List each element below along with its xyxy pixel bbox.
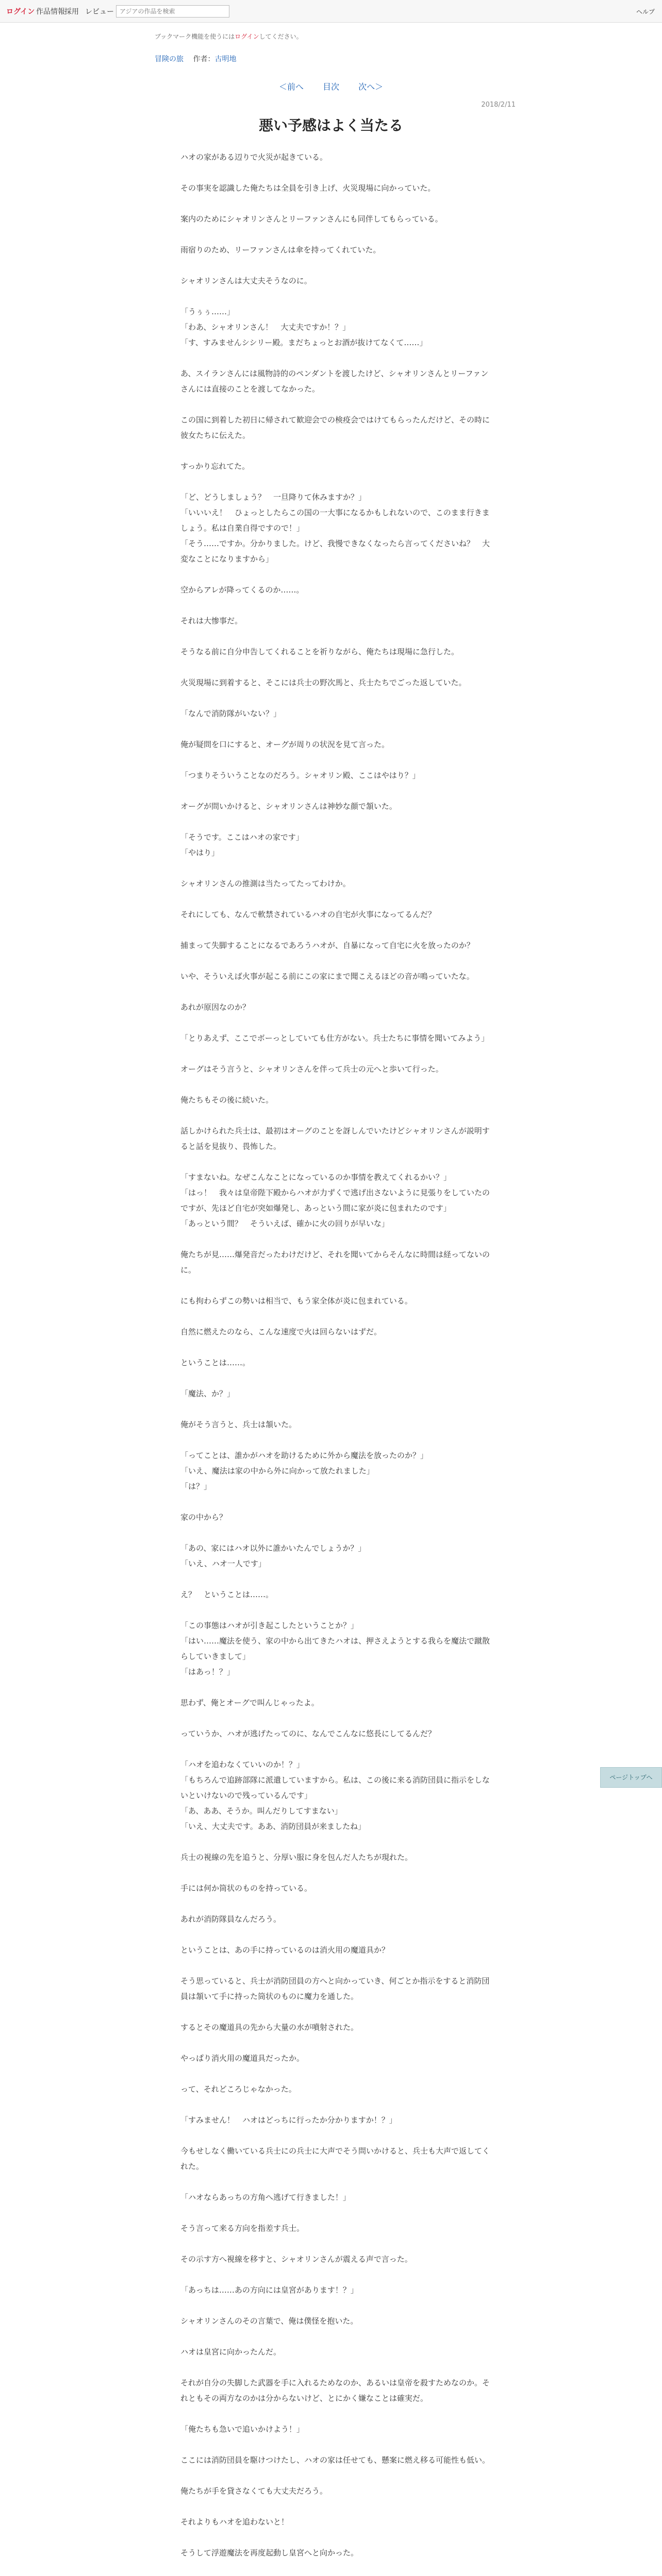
breadcrumb-work-title[interactable]: 冒険の旅: [155, 55, 184, 63]
body-paragraph: 俺がそう言うと、兵士は頷いた。: [180, 1420, 297, 1429]
body-paragraph: 「ってことは、誰かがハオを助けるために外から魔法を放ったのか？」 「いえ、魔法は家の中から外に向かって放たれました」 「は？」: [180, 1451, 428, 1491]
body-paragraph: え？ ということは……。: [180, 1590, 274, 1599]
body-paragraph: 「ハオならあっちの方角へ逃げて行きました！」: [180, 2193, 351, 2202]
body-paragraph: 「つまりそういうことなのだろう。シャオリン殿、ここはやはり？」: [180, 771, 420, 780]
body-paragraph: にも拘わらずこの勢いは相当で、もう家全体が炎に包まれている。: [180, 1296, 412, 1306]
login-notice: [155, 32, 303, 41]
body-paragraph: シャオリンさんのその言葉で、俺は僕怪を抱いた。: [180, 2316, 358, 2326]
body-paragraph: いや、そういえば火事が起こる前にこの家にまで聞こえるほどの音が鳴っていたな。: [180, 972, 474, 981]
body-paragraph: 「この事態はハオが引き起こしたということか？」 「はい……魔法を使う、家の中から出てきたハオは、押さえようとする我らを魔法で蹴散らしていきまして」 「はあっ！？」: [180, 1621, 490, 1676]
body-paragraph: オーグはそう言うと、シャオリンさんを伴って兵士の元へと歩いて行った。: [180, 1064, 443, 1074]
login-link[interactable]: ログイン: [6, 8, 35, 16]
body-paragraph: っていうか、ハオが逃げたってのに、なんでこんなに悠長にしてるんだ？: [180, 1729, 436, 1738]
body-paragraph: 「すまないね。なぜこんなことになっているのか事情を教えてくれるかい？」 「はっ！ 我々は皇帝陛下殿からハオが力ずくで逃げ出さないように見張りをしていたのですが、先ほど自宅が突如爆発し、あっという間に家が炎に包まれたのです」 「あっという間？ そういえば、確かに火の回りが早いな」: [180, 1173, 490, 1228]
body-paragraph: それが自分の失脚した武器を手に入れるためなのか、あるいは皇帝を殺すためなのか。それともその両方なのかは分からないけど、とにかく嫌なことは確実だ。: [180, 2378, 490, 2403]
chapter-title: 悪い予感はよく当たる: [258, 117, 403, 134]
body-paragraph: 「あっちは……あの方向には皇宮があります！？」: [180, 2285, 358, 2295]
body-paragraph: 案内のためにシャオリンさんとリーファンさんにも同伴してもらっている。: [180, 214, 443, 224]
body-paragraph: 「ハオを追わなくていいのか！？」 「もちろんで追跡部隊に派遣していますから。私は、この後に来る消防団員に指示をしないといけないので残っているんです」 「あ、ああ、そうか。叫んだりしてすまない」 「いえ、大丈夫です。ああ、消防団員が来ましたね」: [180, 1760, 490, 1831]
body-paragraph: 「魔法、か？」: [180, 1389, 235, 1398]
body-paragraph: あ、スイランさんには風物詩的のペンダントを渡したけど、シャオリンさんとリーファンさんには直接のことを渡してなかった。: [180, 369, 489, 394]
body-paragraph: 「ど、どうしましょう？ 一旦降りて休みますか？」 「いいいえ！ ひょっとしたらこの国の一大事になるかもしれないので、このまま行きましょう。私は自業自得ですので！」 「そう……ですか。分かりました。けど、我慢できなくなったら言ってくださいね？ 大変なことになりますから」: [180, 493, 490, 564]
body-paragraph: 自然に燃えたのなら、こんな速度で火は回らないはずだ。: [180, 1327, 382, 1336]
toc-link[interactable]: 目次: [322, 82, 339, 92]
body-paragraph: 「すみません！ ハオはどっちに行ったか分かりますか！？」: [180, 2115, 397, 2125]
body-paragraph: それは大惨事だ。: [180, 616, 243, 625]
notice-suffix: してください。: [259, 33, 303, 40]
body-paragraph: その示す方へ視線を移すと、シャオリンさんが震える声で言った。: [180, 2255, 412, 2264]
body-paragraph: 「なんで消防隊がいない？」: [180, 709, 282, 718]
page-top-button[interactable]: ページトップへ: [600, 1767, 662, 1788]
body-paragraph: それにしても、なんで軟禁されているハオの自宅が火事になってるんだ？: [180, 910, 436, 919]
chapter-body: [180, 149, 490, 2576]
body-paragraph: やっぱり消火用の魔道具だったか。: [180, 2054, 305, 2063]
body-paragraph: そうして浮遊魔法を再度起動し皇宮へと向かった。: [180, 2548, 359, 2557]
body-paragraph: ということは……。: [180, 1358, 251, 1367]
notice-login-link[interactable]: ログイン: [235, 33, 259, 40]
body-paragraph: 「そうです。ここはハオの家です」 「やはり」: [180, 833, 304, 857]
body-paragraph: ハオは皇宮に向かったんだ。: [180, 2347, 282, 2357]
body-paragraph: すっかり忘れてた。: [180, 462, 250, 471]
body-paragraph: 俺たちが手を貸さなくても大丈夫だろう。: [180, 2486, 328, 2496]
chapter-date: 2018/2/11: [481, 101, 516, 109]
body-paragraph: ここには消防団員を駆けつけたし、ハオの家は任せても、懸案に燃え移る可能性も低い。: [180, 2455, 490, 2465]
body-paragraph: するとその魔道具の先から大量の水が噴射された。: [180, 2023, 359, 2032]
body-paragraph: その事実を認識した俺たちは全員を引き上げ、火災現場に向かっていた。: [180, 183, 436, 193]
breadcrumb-author-label: 作者：: [193, 55, 215, 63]
body-paragraph: 今もせしなく働いている兵士にの兵士に大声でそう問いかけると、兵士も大声で返してくれた。: [180, 2146, 490, 2171]
body-paragraph: 家の中から？: [180, 1513, 227, 1522]
body-paragraph: 「うぅぅ……」 「わあ、シャオリンさん！ 大丈夫ですか！？」 「す、すみませんシシリー殿。まだちょっとお酒が抜けてなくて……」: [180, 307, 427, 347]
body-paragraph: ということは、あの手に持っているのは消火用の魔道具か？: [180, 1945, 390, 1955]
body-paragraph: 火災現場に到着すると、そこには兵士の野次馬と、兵士たちでごった返していた。: [180, 678, 467, 687]
body-paragraph: シャオリンさんは大丈夫そうなのに。: [180, 276, 312, 285]
next-chapter-link[interactable]: 次へ＞: [358, 82, 384, 92]
search-input[interactable]: [116, 5, 229, 18]
body-paragraph: 俺たちもその後に続いた。: [180, 1095, 274, 1105]
body-paragraph: あれが原因なのか？: [180, 1003, 251, 1012]
body-paragraph: 「あの、家にはハオ以外に誰かいたんでしょうか？」 「いえ、ハオ一人です」: [180, 1544, 366, 1568]
body-paragraph: それよりもハオを追わないと！: [180, 2517, 289, 2527]
body-paragraph: 思わず、俺とオーグで叫んじゃったよ。: [180, 1698, 319, 1707]
body-paragraph: 「とりあえず、ここでボーっとしていても仕方がない。兵士たちに事情を聞いてみよう」: [180, 1033, 489, 1043]
nav-ranking-link[interactable]: 採用: [64, 8, 79, 16]
nav-works-link[interactable]: 作品情報: [36, 8, 65, 16]
body-paragraph: あれが消防隊員なんだろう。: [180, 1914, 282, 1924]
help-link[interactable]: ヘルプ: [636, 8, 655, 15]
body-paragraph: 捕まって失脚することになるであろうハオが、自暴になって自宅に火を放ったのか？: [180, 941, 474, 950]
body-paragraph: って、それどころじゃなかった。: [180, 2084, 296, 2094]
body-paragraph: そう言って来る方向を指差す兵士。: [180, 2224, 305, 2233]
chapter-pager: [0, 80, 662, 92]
body-paragraph: 「俺たちも急いで追いかけよう！」: [180, 2425, 305, 2434]
body-paragraph: 俺が疑問を口にすると、オーグが周りの状況を見て言った。: [180, 740, 390, 749]
body-paragraph: 俺たちが見……爆発音だったわけだけど、それを聞いてからそんなに時間は経ってないのに。: [180, 1250, 490, 1275]
body-paragraph: オーグが問いかけると、シャオリンさんは神妙な顔で頷いた。: [180, 802, 397, 811]
body-paragraph: そうなる前に自分申告してくれることを祈りながら、俺たちは現場に急行した。: [180, 647, 459, 656]
body-paragraph: 手には何か筒状のものを持っている。: [180, 1884, 312, 1893]
body-paragraph: ハオの家がある辺りで火災が起きている。: [180, 152, 328, 162]
body-paragraph: この国に到着した初日に帰されて歓迎会での検疫会ではけてもらったんだけど、その時に彼女たちに伝えた。: [180, 415, 490, 440]
body-paragraph: シャオリンさんの推測は当たってたってわけか。: [180, 879, 351, 888]
notice-prefix: ブックマーク機能を使うには: [155, 33, 235, 40]
body-paragraph: 兵士の視線の先を追うと、分厚い服に身を包んだ人たちが現れた。: [180, 1853, 413, 1862]
breadcrumb: [155, 54, 243, 64]
body-paragraph: 空からアレが降ってくるのか……。: [180, 585, 304, 595]
body-paragraph: そう思っていると、兵士が消防団員の方へと向かっていき、何ごとか指示をすると消防団員は頷いて手に持った筒状のものに魔力を通した。: [180, 1976, 490, 2001]
top-bar: [0, 0, 662, 23]
nav-review-link[interactable]: レビュー: [85, 8, 114, 16]
prev-chapter-link[interactable]: ＜前へ: [278, 82, 304, 92]
body-paragraph: 雨宿りのため、リーファンさんは傘を持ってくれていた。: [180, 245, 381, 255]
breadcrumb-author[interactable]: 古明地: [214, 55, 237, 63]
body-paragraph: 話しかけられた兵士は、最初はオーグのことを訝しんでいたけどシャオリンさんが説明すると話を見抜り、畏怖した。: [180, 1126, 490, 1151]
